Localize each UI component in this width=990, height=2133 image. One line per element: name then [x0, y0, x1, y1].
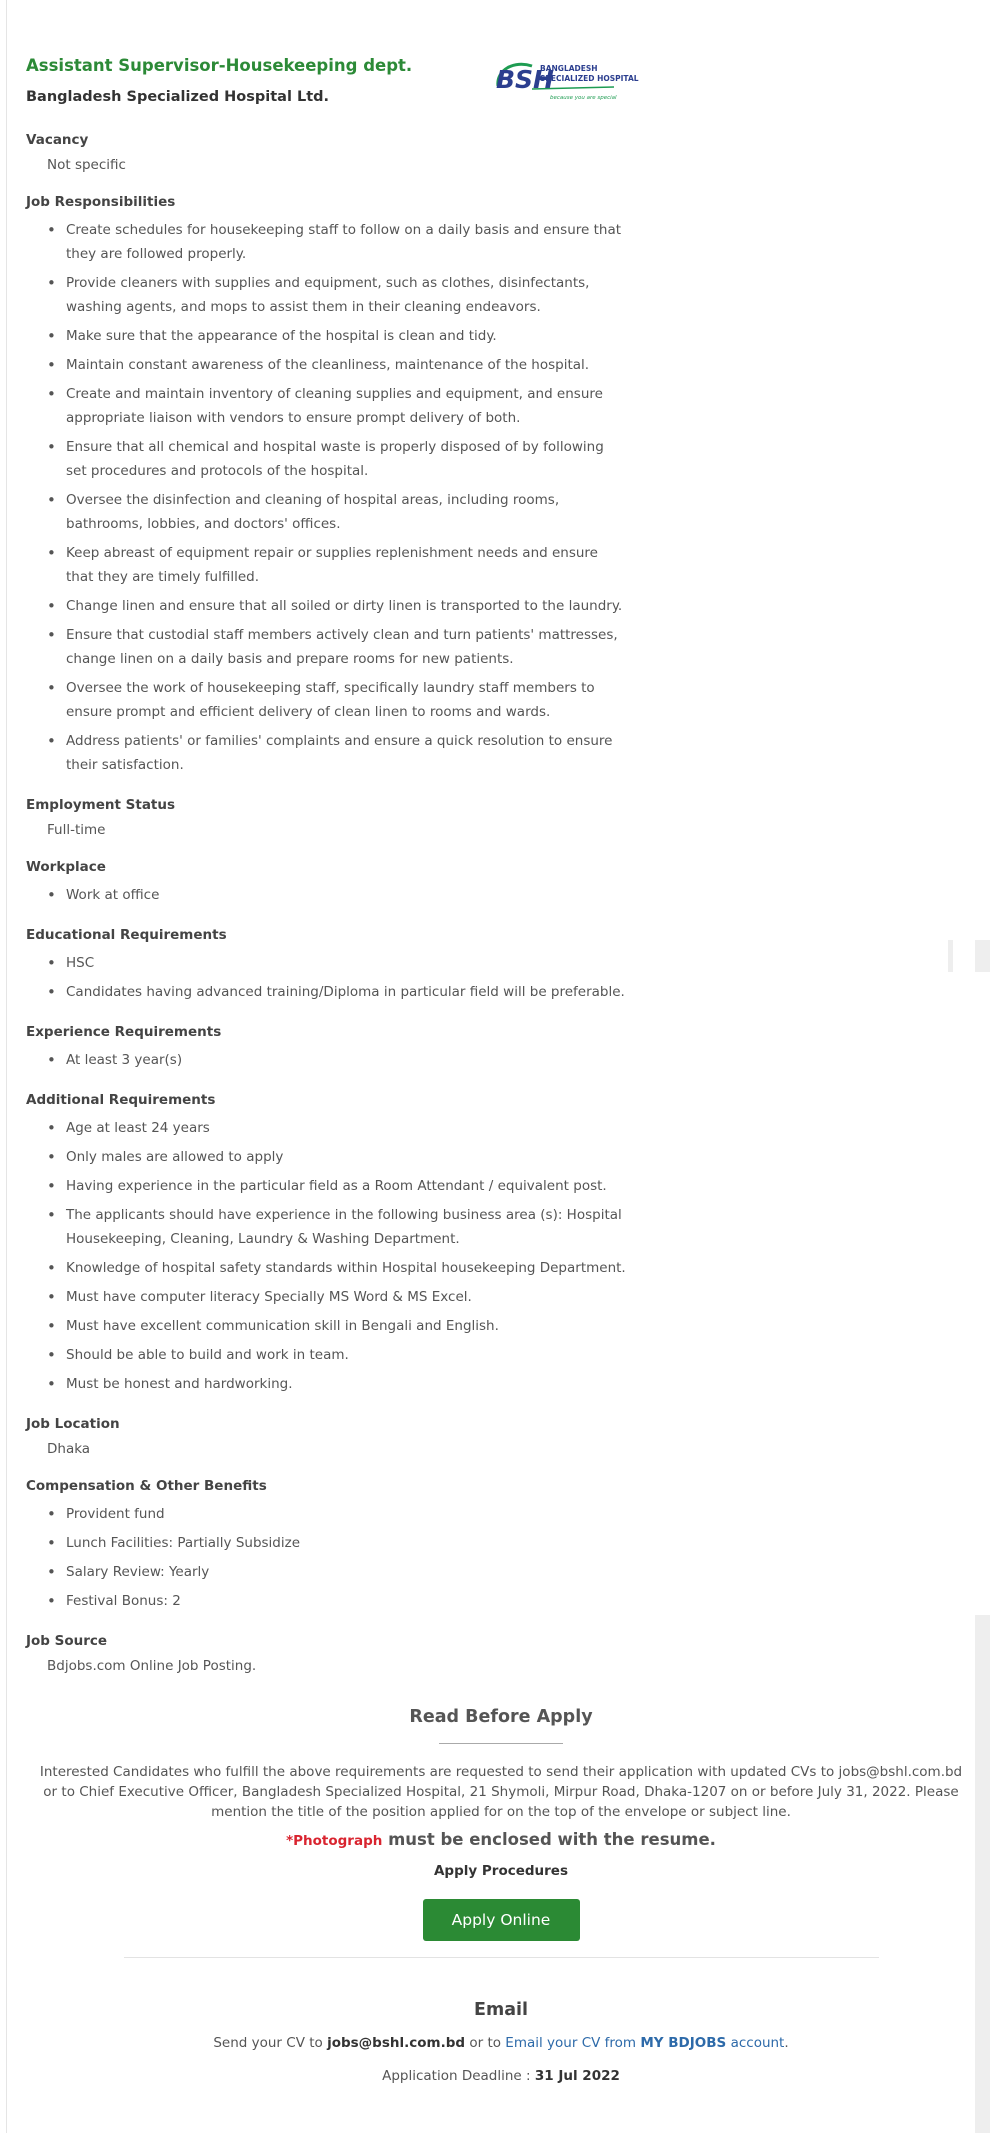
deadline-value: 31 Jul 2022	[534, 2068, 620, 2084]
list-item: • At least 3 year(s)	[66, 1048, 626, 1072]
list-item: • HSC	[66, 951, 626, 975]
list-item: • Knowledge of hospital safety standards within Hospital housekeeping Department.	[66, 1256, 626, 1280]
list-item: • Create and maintain inventory of cleaning supplies and equipment, and ensure appropriate liaison with vendors to ensure prompt delivery of both.	[66, 382, 626, 430]
my-bdjobs-link: MY BDJOBS	[640, 2035, 727, 2051]
workplace-list	[26, 883, 626, 907]
email-instructions	[26, 2033, 976, 2053]
list-item: • Provide cleaners with supplies and equipment, such as clothes, disinfectants, washing agents, and mops to assist them in their cleaning endeavors.	[66, 271, 626, 319]
experience-section	[26, 1023, 626, 1072]
vacancy-section	[26, 131, 626, 174]
logo-name-line1: BANGLADESH	[540, 64, 598, 73]
list-item: • Must have computer literacy Specially MS Word & MS Excel.	[66, 1285, 626, 1309]
list-item: • Only males are allowed to apply	[66, 1145, 626, 1169]
divider	[124, 1957, 879, 1958]
section-heading: Workplace	[26, 859, 106, 875]
section-heading: Additional Requirements	[26, 1092, 216, 1108]
list-item: • Address patients' or families' complaints and ensure a quick resolution to ensure their satisfaction.	[66, 729, 626, 777]
list-item: • Age at least 24 years	[66, 1116, 626, 1140]
section-heading: Job Responsibilities	[26, 194, 176, 210]
email-period: .	[784, 2035, 789, 2051]
list-item: • Change linen and ensure that all soiled or dirty linen is transported to the laundry.	[66, 594, 626, 618]
list-item: • Must be honest and hardworking.	[66, 1372, 626, 1396]
list-item: • Oversee the work of housekeeping staff, specifically laundry staff members to ensure prompt and efficient delivery of clean linen to rooms and wards.	[66, 676, 626, 724]
job-location-section	[26, 1415, 626, 1458]
logo-initials: BSH	[496, 65, 554, 94]
photograph-label: *Photograph	[286, 1833, 383, 1849]
additional-requirements-list	[26, 1116, 626, 1396]
section-heading: Experience Requirements	[26, 1024, 222, 1040]
list-item: • Oversee the disinfection and cleaning of hospital areas, including rooms, bathrooms, lobbies, and doctors' offices.	[66, 488, 626, 536]
list-item: • Candidates having advanced training/Diploma in particular field will be preferable.	[66, 980, 626, 1004]
apply-area	[26, 1705, 976, 2086]
email-address: jobs@bshl.com.bd	[327, 2035, 466, 2051]
vacancy-value: Not specific	[47, 157, 126, 173]
responsibilities-list	[26, 218, 626, 777]
read-before-apply-title: Read Before Apply	[409, 1707, 593, 1727]
employment-status-value: Full-time	[47, 822, 106, 838]
education-section	[26, 926, 626, 1004]
section-heading: Educational Requirements	[26, 927, 227, 943]
list-item: • Create schedules for housekeeping staff to follow on a daily basis and ensure that they are followed properly.	[66, 218, 626, 266]
list-item: • Must have excellent communication skill in Bengali and English.	[66, 1314, 626, 1338]
section-heading: Employment Status	[26, 797, 176, 813]
side-scroll-marker	[948, 940, 953, 972]
email-link-prefix: Email your CV from	[505, 2035, 641, 2051]
education-list	[26, 951, 626, 1004]
list-item: • Work at office	[66, 883, 626, 907]
responsibilities-section	[26, 193, 626, 777]
list-item: • Lunch Facilities: Partially Subsidize	[66, 1531, 626, 1555]
photograph-note-text: must be enclosed with the resume.	[382, 1830, 716, 1849]
employment-status-section	[26, 796, 626, 839]
list-item: • Keep abreast of equipment repair or supplies replenishment needs and ensure that they are timely fulfilled.	[66, 541, 626, 589]
logo-tagline: because you are special	[550, 95, 617, 101]
logo-name-line2: SPECIALIZED HOSPITAL	[540, 74, 639, 83]
job-source-value: Bdjobs.com Online Job Posting.	[47, 1658, 257, 1674]
job-source-section	[26, 1632, 626, 1675]
job-location-value: Dhaka	[47, 1441, 91, 1457]
list-item: • Having experience in the particular field as a Room Attendant / equivalent post.	[66, 1174, 626, 1198]
list-item: • Ensure that all chemical and hospital waste is properly disposed of by following set procedures and protocols of the hospital.	[66, 435, 626, 483]
apply-procedures-label: Apply Procedures	[433, 1863, 568, 1879]
right-panel-edge	[975, 1615, 990, 2133]
list-item: • Salary Review: Yearly	[66, 1560, 626, 1584]
email-cv-link[interactable]	[505, 2035, 784, 2051]
compensation-section	[26, 1477, 626, 1613]
experience-list	[26, 1048, 626, 1072]
title-underline	[439, 1743, 563, 1744]
list-item: • The applicants should have experience in the following business area (s): Hospital Housekeeping, Cleaning, Laundry & Washing Department.	[66, 1203, 626, 1251]
deadline-label: Application Deadline :	[382, 2068, 535, 2084]
email-send-prefix: Send your CV to	[213, 2035, 328, 2051]
list-item: • Provident fund	[66, 1502, 626, 1526]
job-details	[26, 55, 626, 1675]
list-item: • Festival Bonus: 2	[66, 1589, 626, 1613]
email-title: Email	[474, 2000, 528, 2020]
photograph-note	[26, 1828, 976, 1853]
section-heading: Job Source	[26, 1633, 108, 1649]
list-item: • Make sure that the appearance of the hospital is clean and tidy.	[66, 324, 626, 348]
apply-online-button[interactable]: Apply Online	[423, 1899, 580, 1941]
section-heading: Vacancy	[26, 132, 89, 148]
list-item: • Should be able to build and work in team.	[66, 1343, 626, 1367]
email-link-suffix: account	[726, 2035, 785, 2051]
read-before-apply-text: Interested Candidates who fulfill the above requirements are requested to send their application with updated CVs to jobs@bshl.com.bd or to Chief Executive Officer, Bangladesh Specialized Hospital, 21 Shymoli, Mirpur Road, Dhaka-1207 on or before July 31, 2022. Please mention the title of the position applied for on the top of the envelope or subject line.	[39, 1764, 963, 1820]
list-item: • Ensure that custodial staff members actively clean and turn patients' mattresses, change linen on a daily basis and prepare rooms for new patients.	[66, 623, 626, 671]
section-heading: Job Location	[26, 1416, 120, 1432]
email-or-to: or to	[465, 2035, 506, 2051]
right-scroll-marker	[975, 940, 990, 972]
additional-requirements-section	[26, 1091, 626, 1396]
workplace-section	[26, 858, 626, 907]
job-title: Assistant Supervisor-Housekeeping dept.	[26, 56, 413, 75]
list-item: • Maintain constant awareness of the cleanliness, maintenance of the hospital.	[66, 353, 626, 377]
compensation-list	[26, 1502, 626, 1613]
company-name: Bangladesh Specialized Hospital Ltd.	[26, 89, 330, 105]
application-deadline	[26, 2066, 976, 2086]
section-heading: Compensation & Other Benefits	[26, 1478, 267, 1494]
